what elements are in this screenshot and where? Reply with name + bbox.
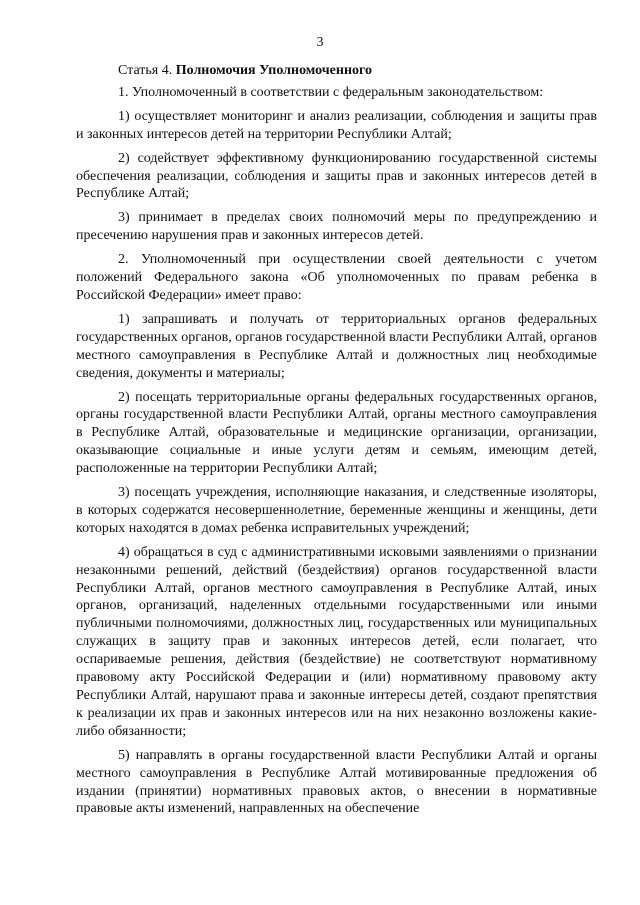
article-title: Полномочия Уполномоченного [175,63,373,78]
paragraph-3: 2) содействует эффективному функционированию государственной системы обеспечения реализации, соблюдения и защиты прав и законных интересов детей в Республике Алтай; [76,150,597,202]
document-body [76,62,597,824]
paragraph-5: 2. Уполномоченный при осуществлении своей деятельности с учетом положений Федерального закона «Об уполномоченных по правам ребенка в Российской Федерации» имеет право: [76,252,597,303]
paragraph-4: 3) принимает в пределах своих полномочий меры по предупреждению и пресечению нарушения прав и законных интересов детей. [76,210,597,244]
paragraph-10: 5) направлять в органы государственной власти Республики Алтай и органы местного самоуправления в Республике Алтай мотивированные предложения об издании (принятии) нормативных правовых актов, о внесении в нормативные правовые акты изменений, направленных на обеспечение [76,747,597,817]
paragraph-2: 1) осуществляет мониторинг и анализ реализации, соблюдения и защиты прав и законных интересов детей на территории Республики Алтай; [76,108,597,142]
paragraph-6: 1) запрашивать и получать от территориальных органов федеральных государственных органов, органов государственной власти Республики Алтай, органов местного самоуправления в Республике Алтай и должностных лиц необходимые сведения, документы и материалы; [76,311,597,381]
paragraph-9: 4) обращаться в суд с административными исковыми заявлениями о признании незаконными решений, действий (бездействия) органов государственной власти Республики Алтай, органов местного самоуправления в Республике Алтай, иных органов, организаций, наделенных отдельными государственными или иными публичными полномочиями, должностных лиц, государственных или муниципальных служащих в защиту прав и законных интересов детей, если полагает, что оспариваемые решения, действия (бездействие) не соответствуют нормативному правовому акту Российской Федерации и (или) нормативному правовому акту Республики Алтай, нарушают права и законные интересы детей, создают препятствия к реализации их прав и законных интересов или на них незаконно возложены какие-либо обязанности; [76,544,597,739]
page-number: 3 [316,35,324,50]
paragraph-7: 2) посещать территориальные органы федеральных государственных органов, органы государственной власти Республики Алтай, органы местного самоуправления в Республике Алтай, образовательные и медицинские организации, организации, оказывающие социальные и иные услуги детям и семьям, имеющим детей, расположенные на территории Республики Алтай; [76,389,597,477]
article-heading [76,62,597,80]
paragraph-8: 3) посещать учреждения, исполняющие наказания, и следственные изоляторы, в которых содержатся несовершеннолетние, беременные женщины и женщины, дети которых находятся в домах ребенка исправительных учреждений; [76,485,597,536]
paragraph-1: 1. Уполномоченный в соответствии с федеральным законодательством: [118,84,544,100]
article-label: Статья 4. [118,63,173,78]
